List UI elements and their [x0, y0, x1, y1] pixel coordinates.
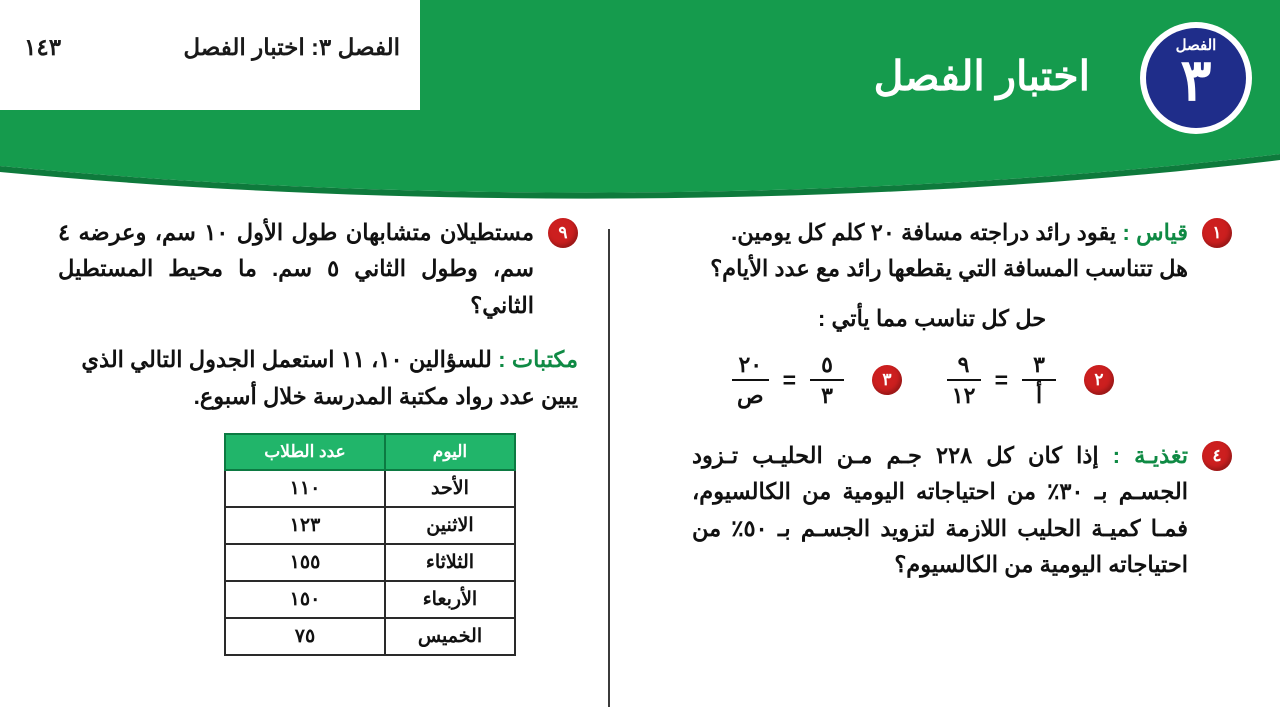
libraries-note [58, 342, 578, 415]
question-2-fraction-right [947, 352, 981, 409]
question-1-bullet: ١ [1202, 218, 1232, 248]
q3-left-denominator: ٣ [821, 383, 833, 409]
cell-day: الأربعاء [385, 581, 515, 618]
question-2 [943, 352, 1114, 409]
column-left [58, 215, 578, 656]
table-row [225, 507, 515, 544]
badge-word: الفصل [1175, 37, 1217, 54]
question-4-bullet: ٤ [1202, 441, 1232, 471]
page-title: اختبار الفصل [873, 53, 1090, 99]
question-3-bullet: ٣ [872, 365, 902, 395]
cell-day: الخميس [385, 618, 515, 655]
table-header-students: عدد الطلاب [225, 434, 385, 470]
question-1-line1: يقود رائد دراجته مسافة ٢٠ كلم كل يومين. [731, 220, 1117, 245]
running-head-panel [0, 0, 420, 110]
cell-day: الثلاثاء [385, 544, 515, 581]
question-2-fraction-left [1022, 352, 1056, 409]
question-9-bullet: ٩ [548, 218, 578, 248]
q2-left-bar [1022, 379, 1056, 381]
cell-count: ١١٠ [225, 470, 385, 507]
page-number: ١٤٣ [24, 34, 62, 60]
question-1-line2: هل تتناسب المسافة التي يقطعها رائد مع عدد الأيام؟ [710, 256, 1188, 282]
question-1 [692, 215, 1232, 288]
library-visitors-table [224, 433, 516, 656]
header-curve-decoration [0, 120, 1280, 200]
question-3 [728, 352, 902, 409]
equations-row [692, 346, 1232, 420]
table-header-row [225, 434, 515, 470]
cell-count: ١٥٠ [225, 581, 385, 618]
q3-right-numerator: ٢٠ [738, 351, 763, 377]
question-4-text [692, 438, 1188, 584]
cell-count: ٧٥ [225, 618, 385, 655]
cell-day: الاثنين [385, 507, 515, 544]
running-head-text: الفصل ٣: اختبار الفصل [183, 34, 400, 60]
q3-left-bar [810, 379, 844, 381]
question-3-fraction-left [810, 352, 844, 409]
q3-equals: = [782, 366, 796, 393]
question-9 [58, 215, 578, 324]
q2-equals: = [994, 366, 1008, 393]
table-row [225, 470, 515, 507]
q2-right-numerator: ٩ [957, 351, 970, 377]
badge-number: ٣ [1180, 48, 1212, 113]
question-4-label: تغذيـة : [1112, 442, 1188, 468]
q3-right-bar [732, 379, 769, 381]
question-9-text: مستطيلان متشابهان طول الأول ١٠ سم، وعرضه ٤ سم، وطول الثاني ٥ سم. ما محيط المستطيل الثاني؟ [58, 220, 534, 318]
table-row [225, 581, 515, 618]
libraries-label: مكتبات : [498, 347, 578, 373]
table-row [225, 544, 515, 581]
question-1-label: قياس : [1122, 220, 1188, 245]
q3-right-denominator: ص [736, 383, 764, 409]
solve-instruction: حل كل تناسب مما يأتي : [817, 305, 1047, 331]
question-2-bullet: ٢ [1084, 365, 1114, 395]
column-right [692, 215, 1232, 602]
cell-count: ١٥٥ [225, 544, 385, 581]
question-1-text [692, 215, 1188, 288]
cell-day: الأحد [385, 470, 515, 507]
question-4 [692, 438, 1232, 584]
q2-right-denominator: ١٢ [951, 383, 976, 409]
table-row [225, 618, 515, 655]
column-divider [608, 229, 610, 707]
libraries-text: للسؤالين ١٠، ١١ استعمل الجدول التالي الذي يبين عدد رواد مكتبة المدرسة خلال أسبوع. [81, 347, 578, 409]
table-header-day: اليوم [385, 434, 515, 470]
q2-left-denominator: أ [1035, 383, 1043, 409]
cell-count: ١٢٣ [225, 507, 385, 544]
chapter-badge [1140, 22, 1252, 134]
q2-left-numerator: ٣ [1033, 351, 1045, 377]
page-body [0, 215, 1280, 720]
q2-right-bar [947, 379, 981, 381]
question-4-body: إذا كان كل ٢٢٨ جـم مـن الحليـب تـزود الجسـم بـ ٣٠٪ من احتياجاته اليومية من الكالسيوم، فمـا كميـة الحليب اللازمة لتزويد الجسـم بـ ٥٠٪ من احتياجاته اليومية من الكالسيوم؟ [692, 442, 1188, 578]
q3-left-numerator: ٥ [821, 351, 833, 377]
library-visitors-table-wrap [224, 433, 516, 656]
question-3-fraction-right [732, 352, 769, 409]
